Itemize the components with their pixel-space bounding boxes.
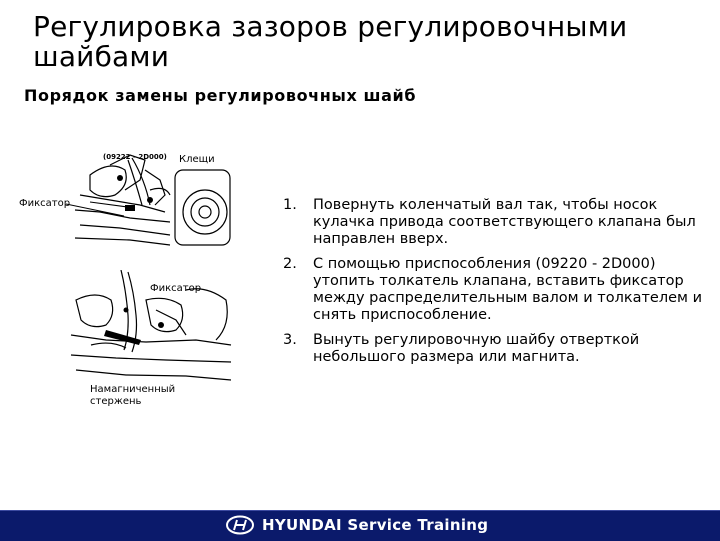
step-number: 1.	[283, 197, 297, 213]
retainer-label-bottom: Фиксатор	[150, 283, 202, 294]
step-text: Вынуть регулировочную шайбу отверткой небольшого размера или магнита.	[313, 332, 640, 365]
footer-brand: HYUNDAI	[262, 516, 342, 534]
part-code-label: (09222 - 2D000)	[103, 153, 167, 161]
footer-brand-text	[262, 516, 488, 534]
retainer-pointer-line	[66, 200, 126, 220]
step-item	[283, 256, 715, 324]
slide-subtitle: Порядок замены регулировочных шайб	[24, 86, 417, 105]
magnet-rod-label-line1: Намагниченный	[90, 384, 176, 395]
retainer-label-top: Фиксатор	[19, 198, 71, 209]
magnet-rod-label-line2: стержень	[90, 396, 142, 407]
magnet-rod-label	[90, 384, 175, 408]
slide-title: Регулировка зазоров регулировочными шайбами	[33, 10, 628, 73]
footer-bar	[0, 510, 720, 541]
step-item	[283, 332, 715, 366]
footer-service-training: Service Training	[347, 516, 489, 534]
pliers-label: Клещи	[179, 154, 215, 165]
step-item	[283, 197, 715, 248]
hyundai-logo-icon	[225, 514, 255, 536]
step-text: С помощью приспособления (09220 - 2D000) утопить толкатель клапана, вставить фиксатор между распределительным валом и толкателем и снять приспособление.	[313, 256, 703, 323]
step-text: Повернуть коленчатый вал так, чтобы носок кулачка привода соответствующего клапана был направлен вверх.	[313, 197, 696, 247]
instruction-steps	[283, 197, 715, 374]
step-number: 3.	[283, 332, 297, 348]
step-number: 2.	[283, 256, 297, 272]
